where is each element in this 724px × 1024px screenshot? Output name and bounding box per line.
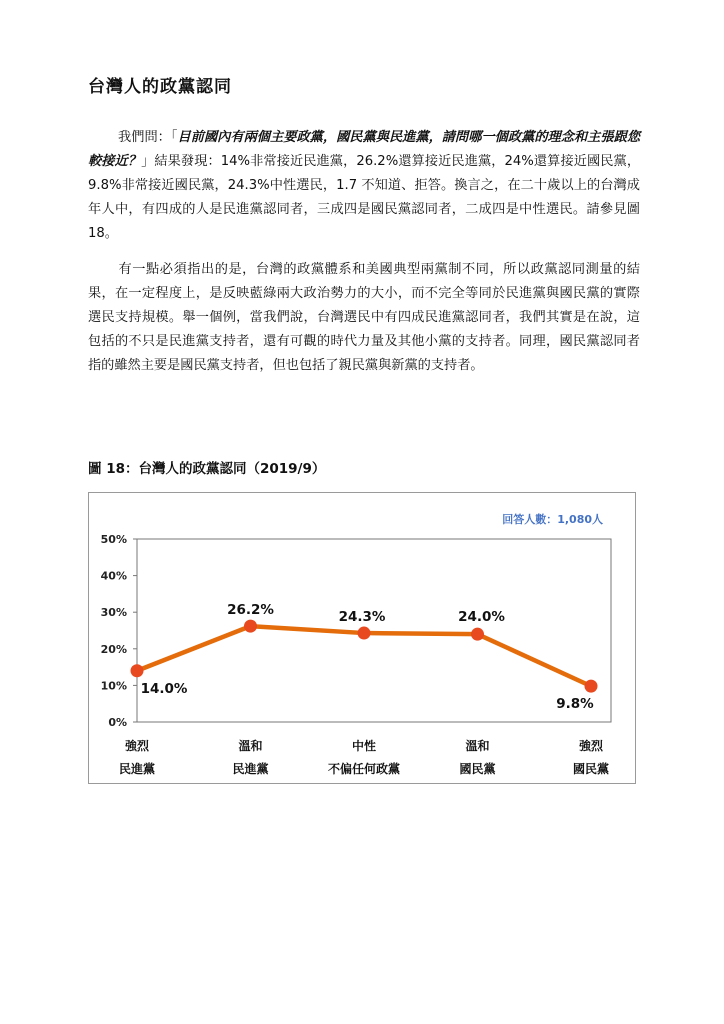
question-lead: 我們問：「 xyxy=(118,130,178,145)
party-identification-chart xyxy=(88,492,636,784)
x-category-label: 民進黨 xyxy=(118,762,156,776)
data-label: 24.0% xyxy=(458,609,505,626)
x-category-label: 中性 xyxy=(351,739,377,753)
plot-area-frame xyxy=(137,539,611,722)
chart-canvas xyxy=(89,493,635,783)
x-category-label: 強烈 xyxy=(578,739,604,753)
document-title: 台灣人的政黨認同 xyxy=(88,77,232,97)
x-category-label: 不偏任何政黨 xyxy=(327,762,401,776)
x-category-label: 國民黨 xyxy=(459,762,496,776)
y-tick-label: 10% xyxy=(100,679,127,693)
data-point xyxy=(131,664,144,677)
x-category-label: 溫和 xyxy=(238,739,263,753)
survey-question: 目前國內有兩個主要政黨，國民黨與民進黨，請問哪一個政黨的理念和主張跟您較接近？ xyxy=(88,130,641,169)
data-point xyxy=(585,680,598,693)
y-tick-label: 0% xyxy=(108,716,127,729)
figure-caption: 圖 18：台灣人的政黨認同（2019/9） xyxy=(88,461,326,477)
data-point xyxy=(358,627,371,640)
result-text: 」結果發現：14%非常接近民進黨，26.2%還算接近民進黨，24%還算接近國民黨，9.8%非常接近國民黨，24.3%中性選民，1.7 不知道、拒答。換言之，在二十歲以上的台灣成年人中，有四成的人是民進黨認同者，三成四是國民黨認同者，二成四是中性選民。請參見圖 18。 xyxy=(88,154,641,241)
respondent-count-note: 回答人數：1,080人 xyxy=(502,513,603,526)
y-tick-label: 40% xyxy=(100,569,127,583)
y-tick-label: 30% xyxy=(100,606,127,620)
explanation-text: 有一點必須指出的是，台灣的政黨體系和美國典型兩黨制不同，所以政黨認同測量的結果，在一定程度上，是反映藍綠兩大政治勢力的大小，而不完全等同於民進黨與國民黨的實際選民支持規模。舉一個例，當我們說，台灣選民中有四成民進黨認同者，我們其實是在說，這包括的不只是民進黨支持者，還有可觀的時代力量及其他小黨的支持者。同理，國民黨認同者指的雖然主要是國民黨支持者，但也包括了親民黨與新黨的支持者。 xyxy=(88,262,640,373)
data-label: 24.3% xyxy=(338,609,386,626)
data-label: 9.8% xyxy=(556,696,594,713)
data-point xyxy=(471,628,484,641)
y-tick-label: 50% xyxy=(100,533,127,546)
x-category-label: 溫和 xyxy=(465,739,490,753)
paragraph-survey-result xyxy=(88,126,640,246)
x-category-label: 強烈 xyxy=(124,739,150,753)
y-tick-label: 20% xyxy=(100,642,127,656)
data-label: 14.0% xyxy=(140,680,188,697)
data-label: 26.2% xyxy=(227,602,274,619)
x-category-label: 國民黨 xyxy=(572,762,610,776)
data-point xyxy=(244,620,257,633)
paragraph-explanation xyxy=(88,258,640,378)
x-category-label: 民進黨 xyxy=(232,762,269,776)
